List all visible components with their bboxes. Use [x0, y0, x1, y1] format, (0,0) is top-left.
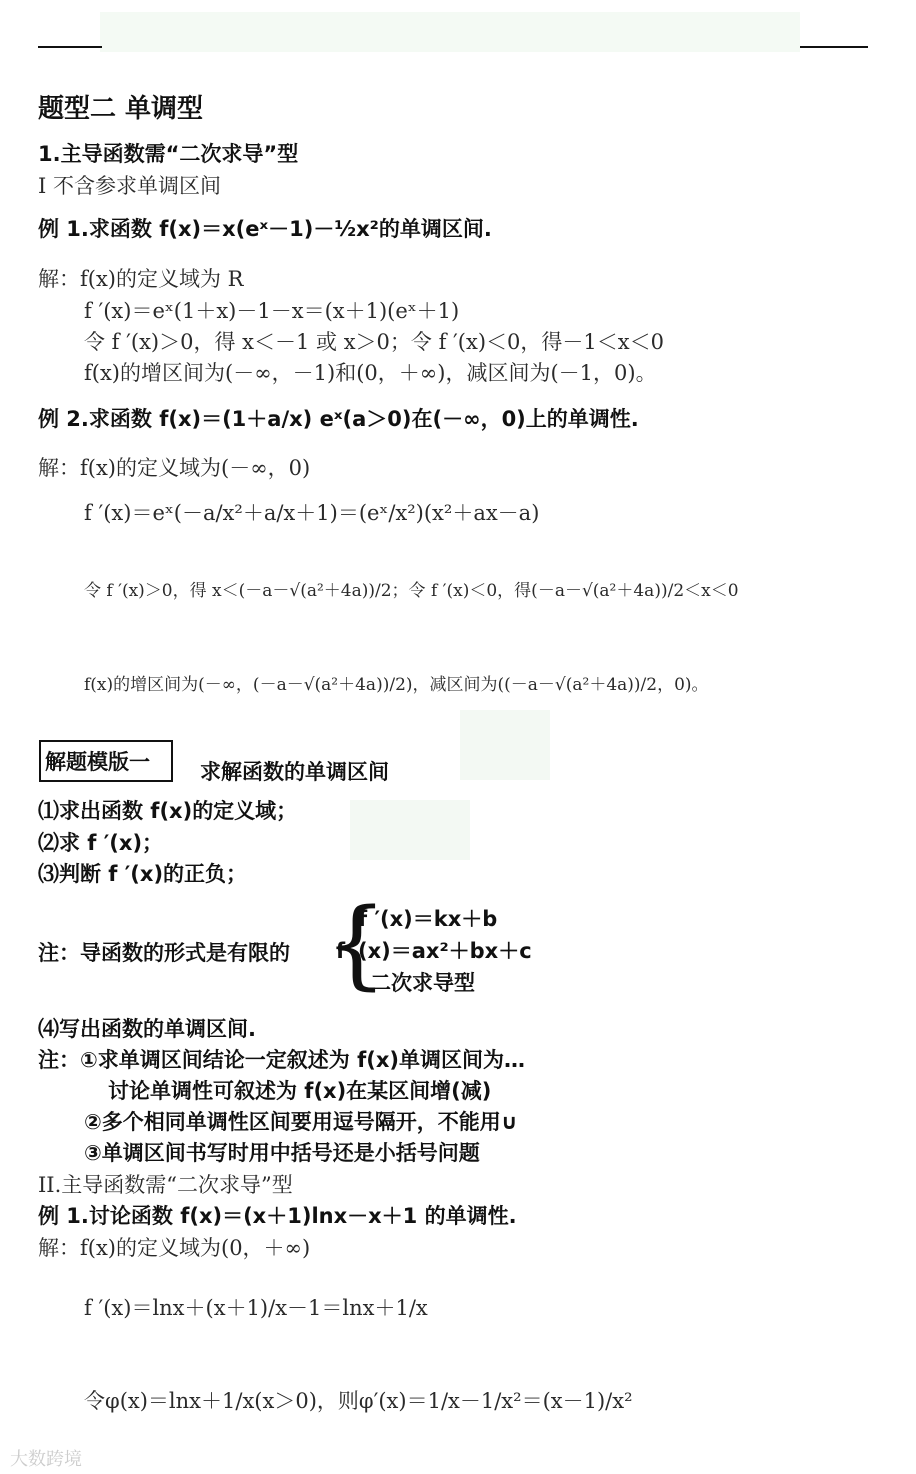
template-note-1: 注：①求单调区间结论一定叙述为 f(x)单调区间为… — [38, 1048, 525, 1072]
section2-line-2: f ′(x)＝lnx＋(x＋1)/x－1＝lnx＋1/x — [84, 1296, 428, 1320]
scan-blot — [350, 800, 470, 860]
template-note-prefix: 注：导函数的形式是有限的 — [38, 941, 290, 965]
example1-line-2: f ′(x)＝eˣ(1＋x)－1－x＝(x＋1)(eˣ＋1) — [84, 299, 460, 323]
template-title: 求解函数的单调区间 — [200, 760, 389, 784]
template-note-2: ②多个相同单调性区间要用逗号隔开，不能用∪ — [84, 1110, 518, 1134]
template-note-3: ③单调区间书写时用中括号还是小括号问题 — [84, 1141, 480, 1165]
example2-line-2: f ′(x)＝eˣ(－a/x²＋a/x＋1)＝(eˣ/x²)(x²＋ax－a) — [84, 501, 540, 525]
header-rule-left — [38, 46, 102, 48]
scan-blot — [460, 710, 550, 780]
page-title: 题型二 单调型 — [38, 94, 204, 124]
section1-subheading: I 不含参求单调区间 — [38, 174, 221, 198]
header-band — [100, 12, 800, 52]
example2-title: 例 2.求函数 f(x)＝(1＋a/x) eˣ(a＞0)在(－∞，0)上的单调性. — [38, 407, 639, 431]
template-note-1b: 讨论单调性可叙述为 f(x)在某区间增(减) — [108, 1079, 492, 1103]
template-step-1: ⑴求出函数 f(x)的定义域； — [38, 799, 298, 823]
template-step-3: ⑶判断 f ′(x)的正负； — [38, 862, 248, 886]
derivative-case-quadratic: f ′(x)＝ax²＋bx＋c — [336, 939, 532, 963]
example1-line-1: 解：f(x)的定义域为 R — [38, 267, 244, 291]
section2-line-3: 令φ(x)＝lnx＋1/x(x＞0)，则φ′(x)＝1/x－1/x²＝(x－1)/x² — [84, 1389, 633, 1413]
template-badge: 解题模版一 — [45, 750, 150, 774]
example2-line-4: f(x)的增区间为(－∞，(－a－√(a²＋4a))/2)，减区间为((－a－√(a²＋4a))/2，0)。 — [84, 675, 709, 695]
left-brace: { — [326, 888, 388, 1000]
example1-line-4: f(x)的增区间为(－∞，－1)和(0，＋∞)，减区间为(－1，0)。 — [84, 361, 657, 385]
example1-title: 例 1.求函数 f(x)＝x(eˣ－1)－½x²的单调区间. — [38, 217, 492, 241]
section2-heading: II.主导函数需“二次求导”型 — [38, 1173, 293, 1197]
header-rule-right — [800, 46, 868, 48]
example2-line-3: 令 f ′(x)＞0，得 x＜(－a－√(a²＋4a))/2；令 f ′(x)＜0，得(－a－√(a²＋4a))/2＜x＜0 — [84, 581, 739, 601]
section2-line-1: 解：f(x)的定义域为(0，＋∞) — [38, 1236, 311, 1260]
template-badge-box — [39, 740, 173, 782]
section1-heading: 1.主导函数需“二次求导”型 — [38, 142, 299, 166]
derivative-case-linear: f ′(x)＝kx＋b — [358, 907, 498, 931]
template-step-2: ⑵求 f ′(x)； — [38, 831, 164, 855]
section2-example-title: 例 1.讨论函数 f(x)＝(x＋1)lnx－x＋1 的单调性. — [38, 1204, 517, 1228]
template-step-4: ⑷写出函数的单调区间. — [38, 1017, 256, 1041]
derivative-case-second-derivative: 二次求导型 — [370, 971, 475, 995]
example2-line-1: 解：f(x)的定义域为(－∞，0) — [38, 456, 311, 480]
watermark: 大数跨境 — [10, 1449, 82, 1470]
example1-line-3: 令 f ′(x)＞0，得 x＜－1 或 x＞0；令 f ′(x)＜0，得－1＜x＜0 — [84, 330, 664, 354]
